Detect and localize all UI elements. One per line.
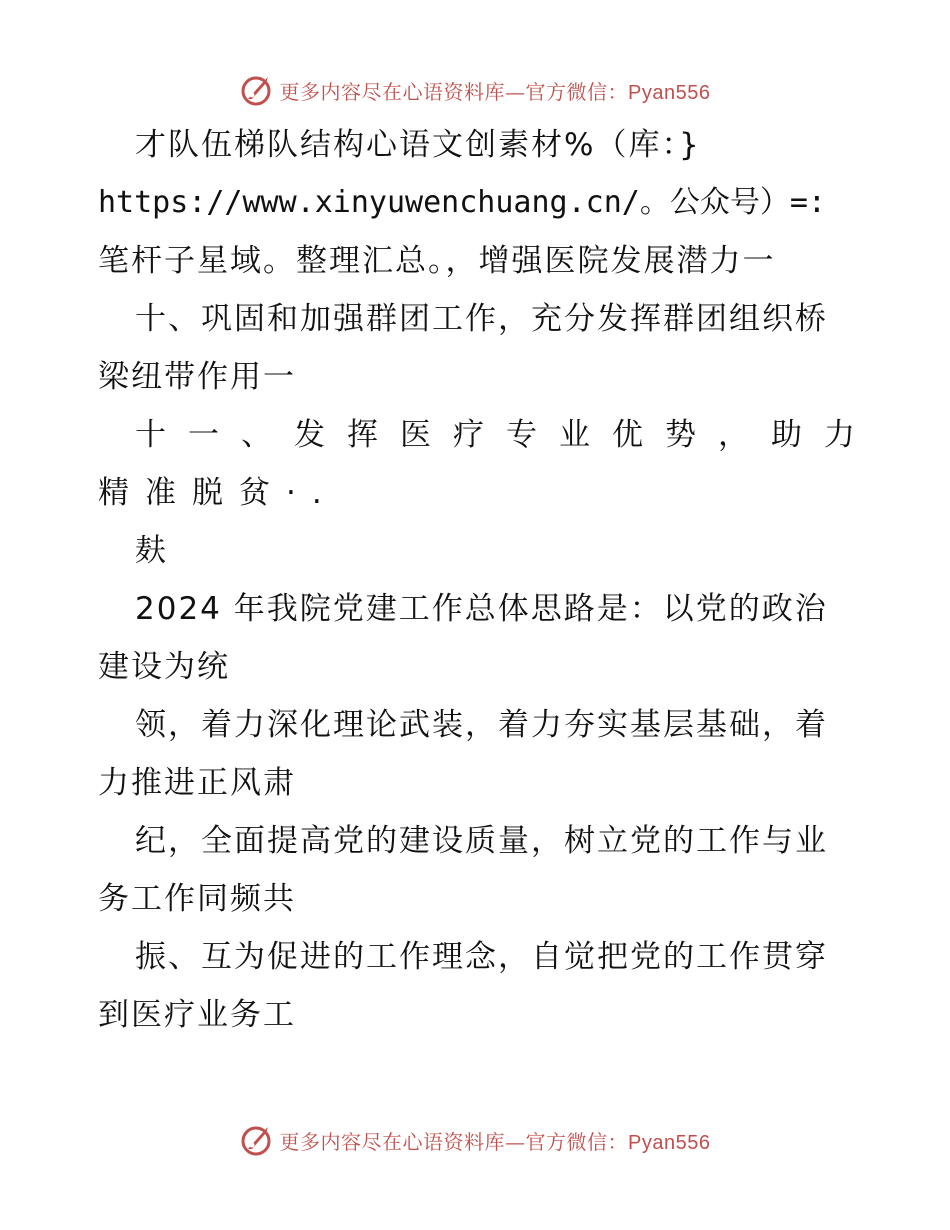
text-line: 十一、发挥医疗专业优势，助力 <box>135 417 877 453</box>
footer-banner <box>0 1120 950 1160</box>
banner-text <box>280 76 711 105</box>
banner-wechat-id: Pyan556 <box>628 81 711 104</box>
quill-pen-logo-icon <box>240 1123 274 1157</box>
text-line: 精准脱贫·. <box>98 475 338 511</box>
document-body <box>98 116 877 1044</box>
banner-text <box>280 1126 711 1155</box>
banner-dash: — <box>505 79 526 104</box>
banner-official-label: 官方微信： <box>525 1129 629 1154</box>
text-line: 笔杆子星域。整理汇总。，增强医院发展潜力一 <box>98 243 776 279</box>
text-line: https://www.xinyuwenchuang.cn/。公众号）=: <box>98 185 826 220</box>
text-line: 建设为统 <box>98 649 230 685</box>
text-line: 务工作同频共 <box>98 881 296 917</box>
header-banner <box>0 70 950 110</box>
text-line: 梁纽带作用一 <box>98 359 296 395</box>
text-line: 十、巩固和加强群团工作，充分发挥群团组织桥 <box>135 301 828 337</box>
text-line: 2024 年我院党建工作总体思路是：以党的政治 <box>135 591 828 627</box>
text-line: 纪，全面提高党的建设质量，树立党的工作与业 <box>135 823 828 859</box>
text-line: 力推进正风肃 <box>98 765 296 801</box>
text-line: 振、互为促进的工作理念，自觉把党的工作贯穿 <box>135 939 828 975</box>
banner-official-label: 官方微信： <box>525 79 629 104</box>
quill-pen-logo-icon <box>240 73 274 107</box>
banner-site-name: 更多内容尽在心语资料库 <box>279 1129 506 1154</box>
banner-dash: — <box>505 1129 526 1154</box>
text-line: 领，着力深化理论武装，着力夯实基层基础，着 <box>135 707 828 743</box>
text-line: 才队伍梯队结构心语文创素材%（库：} <box>135 127 701 163</box>
banner-wechat-id: Pyan556 <box>628 1131 711 1154</box>
text-line: 麸 <box>135 533 168 569</box>
text-line: 到医疗业务工 <box>98 997 296 1033</box>
banner-site-name: 更多内容尽在心语资料库 <box>279 79 506 104</box>
